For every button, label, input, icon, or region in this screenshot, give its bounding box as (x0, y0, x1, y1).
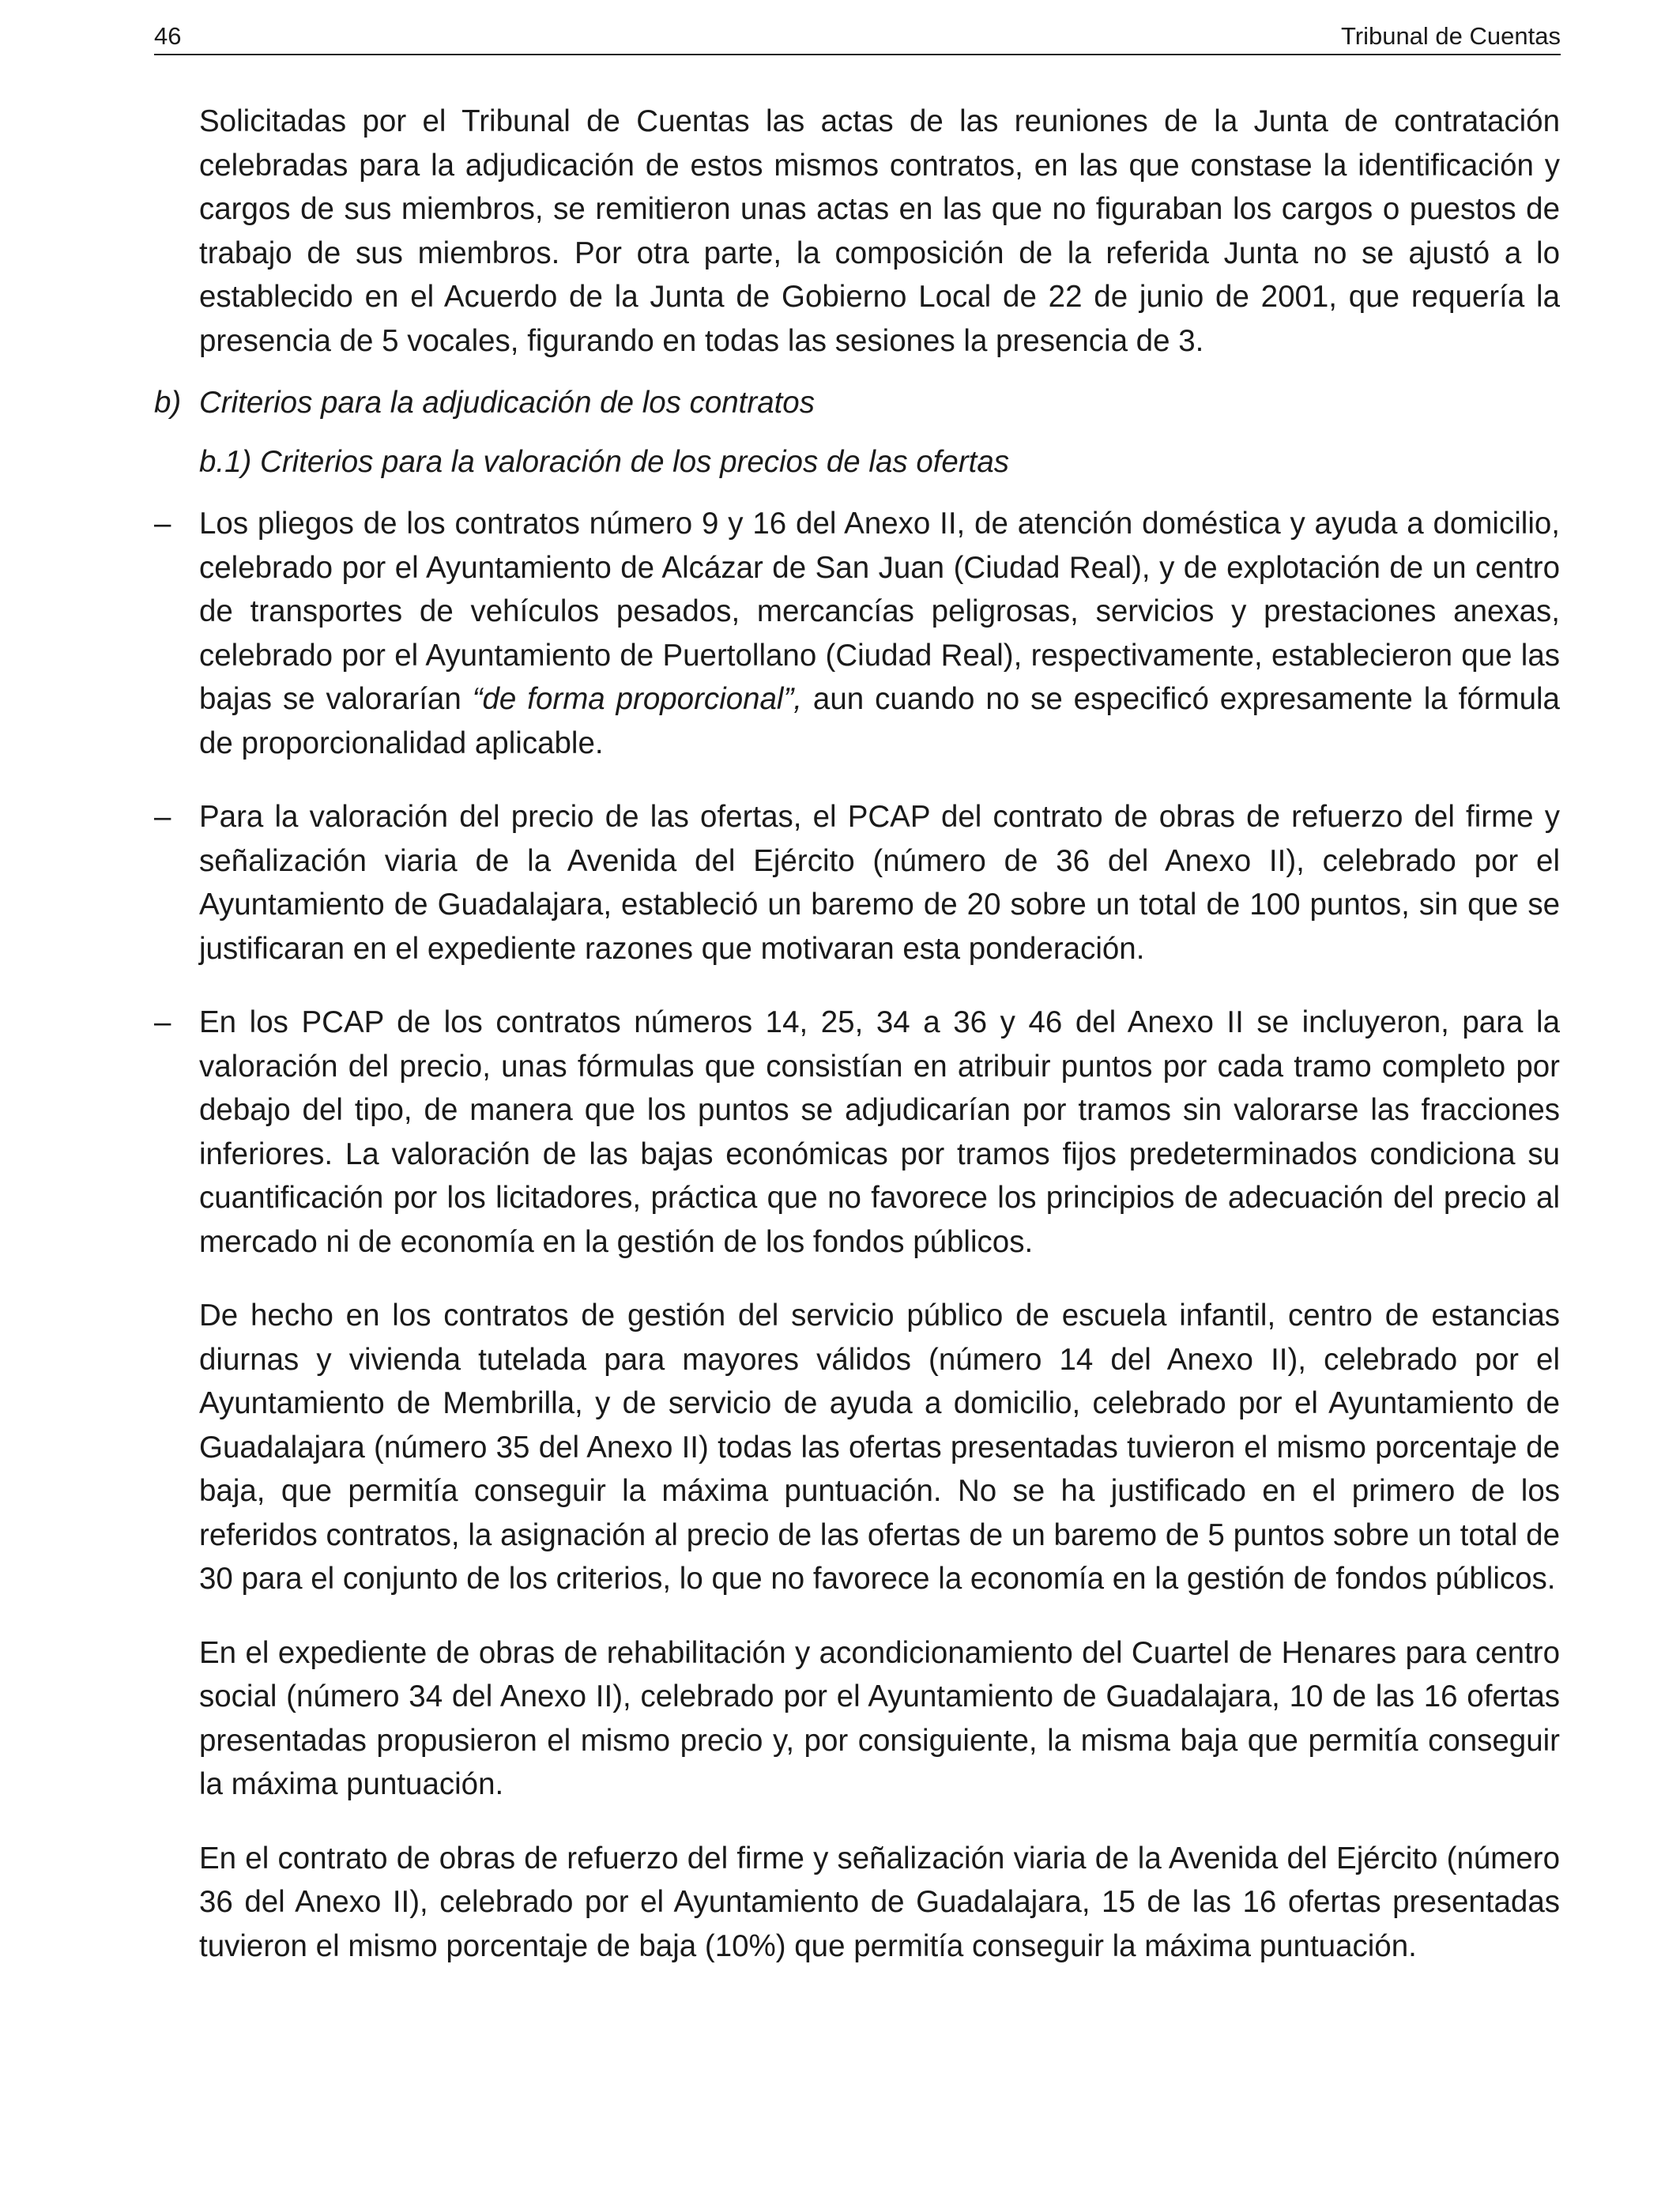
section-b1-heading: b.1) Criterios para la valoración de los precios de las ofertas (199, 444, 1010, 479)
bullet-1-quote: “de forma proporcional”, (472, 682, 802, 716)
bullet-1-text-start: Los pliegos de los contratos número 9 y 16 del Anexo II, de atención doméstica y ayuda a domicilio, celebrado por el Ayuntamiento de Alcázar de San Juan (Ciudad Real), y de explotación de un centro de transportes de vehículos pesados, mercancías peligrosas, servicios y prestaciones anexas, celebrado por el Ayuntamiento de Puertollano (Ciudad Real), respectivamente, establecieron que las bajas se valorarían (199, 507, 1560, 716)
paragraph-avenida-ejercito: En el contrato de obras de refuerzo del firme y señalización viaria de la Avenida del Ejército (número 36 del Anexo II), celebrado por el Ayuntamiento de Guadalajara, 15 de las 16 ofertas presentadas tuvieron el mismo porcentaje de baja (10%) que permitía conseguir la máxima puntuación. (199, 1841, 1560, 1963)
bullet-dash-1: – (154, 507, 171, 541)
bullet-item-2 (154, 795, 1560, 971)
bullet-item-1 (154, 502, 1560, 765)
intro-paragraph: Solicitadas por el Tribunal de Cuentas las actas de las reuniones de la Junta de contratación celebradas para la adjudicación de estos mismos contratos, en las que constase la identificación y cargos de sus miembros, se remitieron unas actas en las que no figuraban los cargos o puestos de trabajo de sus miembros. Por otra parte, la composición de la referida Junta no se ajustó a lo establecido en el Acuerdo de la Junta de Gobierno Local de 22 de junio de 2001, que requería la presencia de 5 vocales, figurando en todas las sesiones la presencia de 3. (199, 104, 1560, 358)
bullet-1-text-end: aun cuando no se especificó expresamente la fórmula de proporcionalidad aplicable. (199, 682, 1560, 760)
section-b-marker: b) (154, 386, 182, 420)
bullet-dash-2: – (154, 800, 171, 834)
document-body (154, 100, 1560, 1968)
section-b-heading (154, 381, 1560, 425)
page-number: 46 (154, 22, 182, 50)
bullet-text-3: En los PCAP de los contratos números 14, 25, 34 a 36 y 46 del Anexo II se incluyeron, para la valoración del precio, unas fórmulas que consistían en atribuir puntos por cada tramo completo por debajo del tipo, de manera que los puntos se adjudicarían por tramos sin valorarse las fracciones inferiores. La valoración de las bajas económicas por tramos fijos predeterminados condiciona su cuantificación por los licitadores, práctica que no favorece los principios de adecuación del precio al mercado ni de economía en la gestión de los fondos públicos. (199, 1005, 1560, 1259)
bullet-text-1 (199, 502, 1560, 765)
bullet-dash-3: – (154, 1005, 171, 1039)
paragraph-de-hecho: De hecho en los contratos de gestión del servicio público de escuela infantil, centro de estancias diurnas y vivienda tutelada para mayores válidos (número 14 del Anexo II), celebrado por el Ayuntamiento de Membrilla, y de servicio de ayuda a domicilio, celebrado por el Ayuntamiento de Guadalajara (número 35 del Anexo II) todas las ofertas presentadas tuvieron el mismo porcentaje de baja, que permitía conseguir la máxima puntuación. No se ha justificado en el primero de los referidos contratos, la asignación al precio de las ofertas de un baremo de 5 puntos sobre un total de 30 para el conjunto de los criterios, lo que no favorece la economía en la gestión de fondos públicos. (199, 1299, 1560, 1596)
paragraph-cuartel-henares: En el expediente de obras de rehabilitación y acondicionamiento del Cuartel de Henares para centro social (número 34 del Anexo II), celebrado por el Ayuntamiento de Guadalajara, 10 de las 16 ofertas presentadas propusieron el mismo precio y, por consiguiente, la misma baja que permitía conseguir la máxima puntuación. (199, 1635, 1560, 1801)
page-header (154, 19, 1561, 55)
running-title: Tribunal de Cuentas (1340, 22, 1561, 50)
bullet-item-3 (154, 1001, 1560, 1264)
bullet-text-2: Para la valoración del precio de las ofertas, el PCAP del contrato de obras de refuerzo del firme y señalización viaria de la Avenida del Ejército (número de 36 del Anexo II), celebrado por el Ayuntamiento de Guadalajara, estableció un baremo de 20 sobre un total de 100 puntos, sin que se justificaran en el expediente razones que motivaran esta ponderación. (199, 800, 1560, 966)
section-b-title: Criterios para la adjudicación de los contratos (199, 386, 815, 420)
